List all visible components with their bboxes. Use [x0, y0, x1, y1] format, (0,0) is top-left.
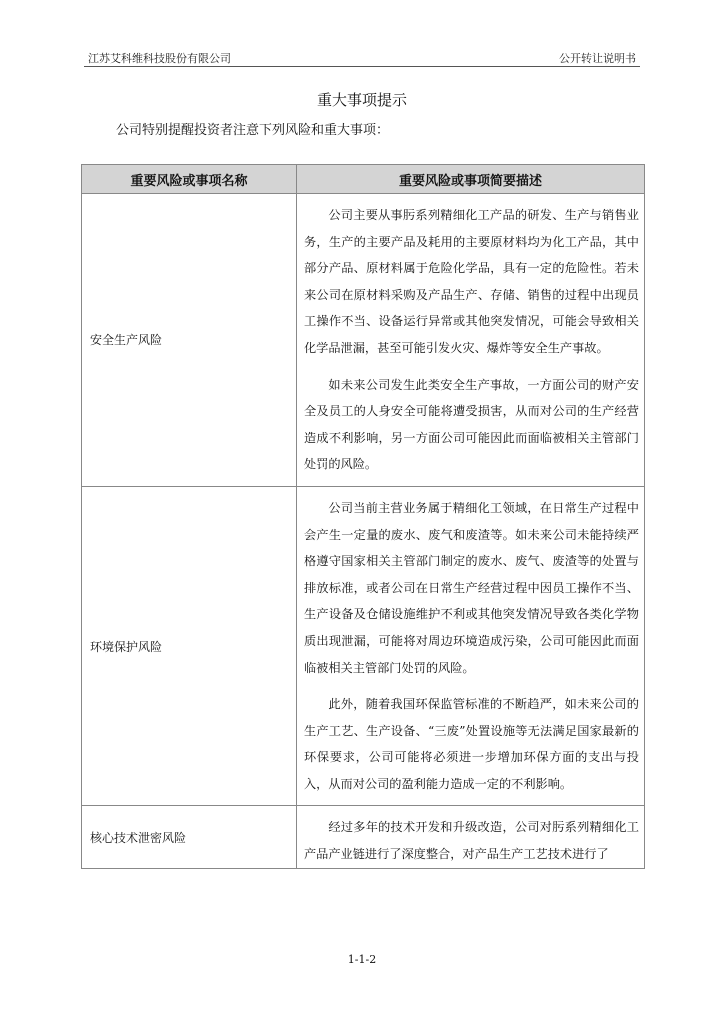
description-paragraph: 公司主要从事肟系列精细化工产品的研发、生产与销售业务，生产的主要产品及耗用的主要原材料均为化工产品，其中部分产品、原材料属于危险化学品，具有一定的危险性。若未来公司在原材料采购及产品生产、存储、销售的过程中出现员工操作不当、设备运行异常或其他突发情况，可能会导致相关化学品泄漏，甚至可能引发火灾、爆炸等安全生产事故。	[304, 208, 639, 355]
risk-description-cell	[297, 486, 645, 806]
column-header-name: 重要风险或事项名称	[82, 165, 297, 194]
description-paragraph: 此外，随着我国环保监管标准的不断趋严，如未来公司的生产工艺、生产设备、“三废”处置设施等无法满足国家最新的环保要求，公司可能将必须进一步增加环保方面的支出与投入，从而对公司的盈利能力造成一定的不利影响。	[304, 697, 639, 791]
risk-table	[81, 164, 645, 869]
description-paragraph: 如未来公司发生此类安全生产事故，一方面公司的财产安全及员工的人身安全可能将遭受损害，从而对公司的生产经营造成不利影响，另一方面公司可能因此而面临被相关主管部门处罚的风险。	[304, 377, 639, 472]
table-row	[82, 194, 645, 487]
table-header-row	[82, 165, 645, 194]
description-paragraph: 公司当前主营业务属于精细化工领域，在日常生产过程中会产生一定量的废水、废气和废渣等。如未来公司未能持续严格遵守国家相关主管部门制定的废水、废气、废渣等的处置与排放标准，或者公司在日常生产经营过程中因员工操作不当、生产设备及仓储设施维护不利或其他突发情况导致各类化学物质出现泄漏，可能将对周边环境造成污染，公司可能因此而面临被相关主管部门处罚的风险。	[304, 500, 639, 675]
header-document-type: 公开转让说明书	[559, 52, 636, 65]
intro-text: 公司特别提醒投资者注意下列风险和重大事项：	[116, 123, 390, 138]
description-paragraph: 经过多年的技术开发和升级改造，公司对肟系列精细化工产品产业链进行了深度整合，对产品生产工艺技术进行了	[304, 820, 639, 862]
risk-name-cell: 环境保护风险	[82, 486, 297, 806]
risk-name-cell: 安全生产风险	[82, 194, 297, 487]
risk-description-cell	[297, 806, 645, 868]
header-divider	[84, 66, 640, 67]
column-header-description: 重要风险或事项简要描述	[297, 165, 645, 194]
page-number: 1-1-2	[347, 953, 377, 966]
header-company-name: 江苏艾科维科技股份有限公司	[88, 52, 231, 65]
risk-description-cell	[297, 194, 645, 487]
risk-name-cell: 核心技术泄密风险	[82, 806, 297, 868]
table-row	[82, 806, 645, 868]
page-title: 重大事项提示	[316, 91, 407, 109]
table-row	[82, 486, 645, 806]
